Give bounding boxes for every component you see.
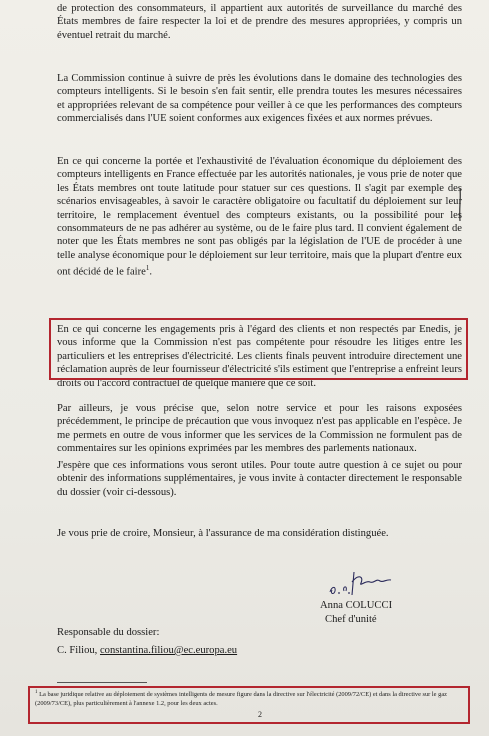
- responsible-contact: [57, 645, 237, 656]
- paragraph-enedis-commitments: En ce qui concerne les engagements pris à l'égard des clients et non respectés par Enedis, je vous informe que la Commission n'est pas compétente pour résoudre les litiges entre les particuliers et les entreprises d'électricité. Les clients finals peuvent introduire directement une réclamation auprès de leur fournisseur d'électricité s'ils estiment que l'entreprise a enfreint leurs droits ou l'accord contractuel de quelque manière que ce soit.: [57, 324, 462, 389]
- page-number: 2: [258, 710, 262, 719]
- footnote-reference: 1: [145, 264, 150, 273]
- signer-title: Chef d'unité: [325, 614, 377, 625]
- paragraph-economic-assessment-end: .: [149, 266, 152, 278]
- handwritten-signature: [328, 568, 394, 598]
- signer-name: Anna COLUCCI: [320, 600, 393, 611]
- paragraph-further-information: J'espère que ces informations vous seront utiles. Pour toute autre question à ce sujet ou pour obtenir des informations supplémentaires, je vous invite à contacter directement le responsable du dossier (voir ci-dessous).: [57, 460, 462, 498]
- paragraph-consumer-protection: de protection des consommateurs, il appartient aux autorités de surveillance du marché des États membres de faire respecter la loi et de prendre des mesures appropriées, y compris un éventuel retrait du marché.: [57, 3, 462, 41]
- responsible-label: Responsable du dossier:: [57, 627, 160, 638]
- highlight-box-enedis: [49, 318, 468, 380]
- paragraph-precaution-principle: Par ailleurs, je vous précise que, selon notre service et pour les raisons exposées précédemment, le principe de précaution que vous invoquez n'est pas applicable en l'espèce. Je me permets en outre de vous informer que les services de la Commission ne formulent pas de commentaires sur les opinions exprimées par les membres des parlements nationaux.: [57, 403, 462, 455]
- paragraph-closing-salutation: Je vous prie de croire, Monsieur, à l'assurance de ma considération distinguée.: [57, 528, 389, 539]
- paragraph-economic-assessment: [57, 155, 462, 279]
- footnote-text: La base juridique relative au déploiement de systèmes intelligents de mesure figure dans la directive sur l'électricité (2009/72/CE) et dans la directive sur le gaz (2009/73/CE), plus particulièrement à l'annexe 1.2, pour les deux actes.: [35, 691, 447, 708]
- footnote-divider: [57, 682, 147, 683]
- responsible-email-link[interactable]: constantina.filiou@ec.europa.eu: [99, 645, 238, 656]
- paragraph-economic-assessment-text: En ce qui concerne la portée et l'exhaustivité de l'évaluation économique du déploiement des compteurs intelligents en France effectuée par les autorités nationales, je vous prie de noter que les États membres ont toute latitude pour statuer sur ces questions. Il s'agit par exemple des scénarios envisageables, à savoir le caractère obligatoire ou facultatif du déploiement sur leur territoire, le remplacement éventuel des compteurs existants, ou la possibilité pour les consommateurs de ne pas adhérer au système, ou de le faire plus tard. Il convient également de noter que les États membres ne sont pas obligés par la législation de l'UE de procéder à une telle analyse économique pour le déploiement sur leur territoire, mais que la plupart d'entre eux ont décidé de le faire: [57, 156, 462, 278]
- handwritten-margin-mark: [456, 188, 464, 222]
- footnote: [35, 688, 465, 708]
- paragraph-commission-monitoring: La Commission continue à suivre de près les évolutions dans le domaine des technologies des compteurs intelligents. Si le besoin s'en fait sentir, elle prendra toutes les mesures nécessaires et appropriées relevant de sa compétence pour veiller à ce que les performances des compteurs commercialisés dans l'UE soient conformes aux exigences fixées et aux normes prévues.: [57, 73, 462, 125]
- footnote-number: 1: [35, 690, 38, 695]
- responsible-name: C. Filiou,: [57, 645, 98, 656]
